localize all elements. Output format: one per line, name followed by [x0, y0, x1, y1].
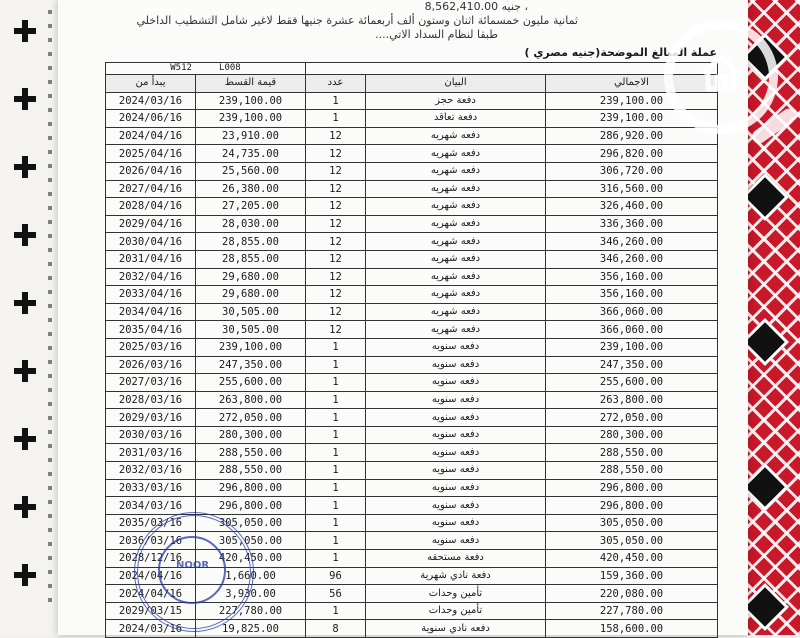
total-cell: 288,550.00 — [546, 444, 718, 462]
unit-code-right: L008 — [219, 63, 241, 73]
total-cell: 305,050.00 — [546, 532, 718, 550]
table-row — [106, 409, 718, 427]
cross-icon — [14, 428, 36, 450]
description-cell: دفعه شهريه — [366, 127, 546, 145]
table-row — [106, 321, 718, 339]
count-cell: 1 — [306, 356, 366, 374]
total-cell: 420,450.00 — [546, 550, 718, 568]
description-cell: دفعه سنويه — [366, 479, 546, 497]
start-date-cell: 2029/03/15 — [106, 602, 196, 620]
total-cell: 296,820.00 — [546, 145, 718, 163]
start-date-cell: 2024/06/16 — [106, 110, 196, 128]
description-cell: دفعه سنويه — [366, 532, 546, 550]
count-cell: 1 — [306, 374, 366, 392]
stitch-dots — [48, 10, 52, 610]
description-cell: دفعه سنويه — [366, 374, 546, 392]
start-date-cell: 2024/03/16 — [106, 620, 196, 638]
table-row — [106, 444, 718, 462]
installment-value-cell: 25,560.00 — [196, 162, 306, 180]
installment-value-cell: 280,300.00 — [196, 426, 306, 444]
start-date-cell: 2030/03/16 — [106, 426, 196, 444]
description-cell: دفعه شهريه — [366, 321, 546, 339]
installment-value-cell: 288,550.00 — [196, 462, 306, 480]
start-date-cell: 2030/04/16 — [106, 233, 196, 251]
total-cell: 247,350.00 — [546, 356, 718, 374]
count-cell: 12 — [306, 127, 366, 145]
stamp-text: NOOR — [176, 560, 210, 571]
currency-note: عملة المبالغ الموضحة(جنيه مصري ) — [524, 46, 717, 59]
start-date-cell: 2029/04/16 — [106, 215, 196, 233]
table-row — [106, 391, 718, 409]
total-cell: 272,050.00 — [546, 409, 718, 427]
total-cell: 346,260.00 — [546, 233, 718, 251]
cross-icon — [14, 20, 36, 42]
count-cell: 96 — [306, 567, 366, 585]
cross-icon — [14, 88, 36, 110]
start-date-cell: 2031/04/16 — [106, 250, 196, 268]
installment-value-cell: 305,050.00 — [196, 532, 306, 550]
count-cell: 1 — [306, 92, 366, 110]
total-cell: 255,600.00 — [546, 374, 718, 392]
table-row — [106, 233, 718, 251]
description-cell: دفعه شهريه — [366, 268, 546, 286]
total-cell: 366,060.00 — [546, 303, 718, 321]
installment-value-cell: 30,505.00 — [196, 321, 306, 339]
installment-value-cell: 305,050.00 — [196, 514, 306, 532]
start-date-cell: 2035/03/16 — [106, 514, 196, 532]
amount-in-words: ثمانية مليون خمسمائة اثنان وستون ألف أربعمائة عشرة جنيها فقط لاغير شامل التشطيب الداخلي — [136, 14, 578, 27]
cross-icon — [14, 360, 36, 382]
installment-value-cell: 29,680.00 — [196, 268, 306, 286]
col-total: الاجمالي — [546, 75, 718, 93]
total-cell: 346,260.00 — [546, 250, 718, 268]
total-cell: 316,560.00 — [546, 180, 718, 198]
house-icon — [699, 53, 743, 93]
description-cell: دفعة نادي شهرية — [366, 567, 546, 585]
total-cell: 306,720.00 — [546, 162, 718, 180]
installment-value-cell: 239,100.00 — [196, 110, 306, 128]
total-cell: 326,460.00 — [546, 198, 718, 216]
description-cell: دفعه سنويه — [366, 356, 546, 374]
count-cell: 12 — [306, 180, 366, 198]
installment-value-cell: 247,350.00 — [196, 356, 306, 374]
count-cell: 1 — [306, 391, 366, 409]
start-date-cell: 2024/04/16 — [106, 127, 196, 145]
installment-value-cell: 296,800.00 — [196, 479, 306, 497]
start-date-cell: 2024/04/16 — [106, 585, 196, 603]
count-cell: 12 — [306, 215, 366, 233]
total-amount-line: 8,562,410.00 جنيه ، — [424, 0, 528, 13]
home-search-icon — [664, 20, 778, 134]
installment-value-cell: 420,450.00 — [196, 550, 306, 568]
start-date-cell: 2034/04/16 — [106, 303, 196, 321]
description-cell: دفعه شهريه — [366, 215, 546, 233]
table-row — [106, 92, 718, 110]
description-cell: دفعه سنويه — [366, 426, 546, 444]
total-cell: 239,100.00 — [546, 92, 718, 110]
installment-value-cell: 23,910.00 — [196, 127, 306, 145]
total-cell: 159,360.00 — [546, 567, 718, 585]
start-date-cell: 2025/04/16 — [106, 145, 196, 163]
total-cell: 220,080.00 — [546, 585, 718, 603]
description-cell: دفعه شهريه — [366, 162, 546, 180]
total-cell: 356,160.00 — [546, 268, 718, 286]
table-row — [106, 374, 718, 392]
table-row — [106, 286, 718, 304]
start-date-cell: 2031/03/16 — [106, 444, 196, 462]
total-cell: 286,920.00 — [546, 127, 718, 145]
installment-value-cell: 296,800.00 — [196, 497, 306, 515]
total-cell: 263,800.00 — [546, 391, 718, 409]
start-date-cell: 2026/03/16 — [106, 356, 196, 374]
installment-value-cell: 27,205.00 — [196, 198, 306, 216]
table-row — [106, 356, 718, 374]
embroidery-motif — [741, 463, 789, 511]
document-paper — [58, 0, 748, 635]
count-cell: 1 — [306, 409, 366, 427]
table-row — [106, 479, 718, 497]
start-date-cell: 2028/12/16 — [106, 550, 196, 568]
count-cell: 1 — [306, 602, 366, 620]
count-cell: 8 — [306, 620, 366, 638]
count-cell: 12 — [306, 321, 366, 339]
installment-value-cell: 255,600.00 — [196, 374, 306, 392]
start-date-cell: 2026/04/16 — [106, 162, 196, 180]
table-row — [106, 250, 718, 268]
table-row — [106, 215, 718, 233]
description-cell: دفعه شهريه — [366, 250, 546, 268]
count-cell: 1 — [306, 462, 366, 480]
total-cell: 296,800.00 — [546, 479, 718, 497]
count-cell: 1 — [306, 426, 366, 444]
cross-icon — [14, 156, 36, 178]
count-cell: 12 — [306, 233, 366, 251]
count-cell: 12 — [306, 162, 366, 180]
installment-value-cell: 227,780.00 — [196, 602, 306, 620]
total-cell: 356,160.00 — [546, 286, 718, 304]
col-count: عدد — [306, 75, 366, 93]
payment-system-note: طبقا لنظام السداد الاتي.... — [375, 28, 498, 41]
description-cell: دفعه سنويه — [366, 514, 546, 532]
installment-value-cell: 24,735.00 — [196, 145, 306, 163]
start-date-cell: 2033/03/16 — [106, 479, 196, 497]
table-header-row — [106, 75, 718, 93]
start-date-cell: 2028/04/16 — [106, 198, 196, 216]
description-cell: دفعه شهريه — [366, 303, 546, 321]
installment-value-cell: 272,050.00 — [196, 409, 306, 427]
description-cell: تأمين وحدات — [366, 585, 546, 603]
table-row — [106, 462, 718, 480]
count-cell: 12 — [306, 303, 366, 321]
start-date-cell: 2027/04/16 — [106, 180, 196, 198]
total-cell: 336,360.00 — [546, 215, 718, 233]
total-cell: 288,550.00 — [546, 462, 718, 480]
count-cell: 1 — [306, 497, 366, 515]
table-row — [106, 303, 718, 321]
count-cell: 1 — [306, 514, 366, 532]
installment-value-cell: 239,100.00 — [196, 92, 306, 110]
unit-code-row — [106, 63, 718, 75]
total-cell: 366,060.00 — [546, 321, 718, 339]
col-start-from: يبدأ من — [106, 75, 196, 93]
installment-value-cell: 29,680.00 — [196, 286, 306, 304]
table-row — [106, 198, 718, 216]
total-cell: 296,800.00 — [546, 497, 718, 515]
table-row — [106, 162, 718, 180]
description-cell: دفعه سنويه — [366, 462, 546, 480]
table-row — [106, 338, 718, 356]
installment-value-cell: 263,800.00 — [196, 391, 306, 409]
col-installment-value: قيمة القسط — [196, 75, 306, 93]
total-cell: 280,300.00 — [546, 426, 718, 444]
total-cell: 158,600.00 — [546, 620, 718, 638]
count-cell: 12 — [306, 286, 366, 304]
count-cell: 1 — [306, 550, 366, 568]
count-cell: 1 — [306, 444, 366, 462]
start-date-cell: 2032/04/16 — [106, 268, 196, 286]
unit-code-left: W512 — [170, 63, 192, 73]
count-cell: 56 — [306, 585, 366, 603]
description-cell: دفعه شهريه — [366, 145, 546, 163]
total-cell: 227,780.00 — [546, 602, 718, 620]
description-cell: دفعه شهريه — [366, 286, 546, 304]
installment-value-cell: 28,855.00 — [196, 250, 306, 268]
installment-value-cell: 239,100.00 — [196, 338, 306, 356]
count-cell: 1 — [306, 110, 366, 128]
description-cell: تأمين وحدات — [366, 602, 546, 620]
start-date-cell: 2035/04/16 — [106, 321, 196, 339]
count-cell: 12 — [306, 268, 366, 286]
installment-value-cell: 3,930.00 — [196, 585, 306, 603]
description-cell: دفعه سنويه — [366, 338, 546, 356]
total-cell: 239,100.00 — [546, 338, 718, 356]
installment-value-cell: 288,550.00 — [196, 444, 306, 462]
start-date-cell: 2024/03/16 — [106, 92, 196, 110]
installment-value-cell: 26,380.00 — [196, 180, 306, 198]
description-cell: دفعه شهريه — [366, 198, 546, 216]
description-cell: دفعة مستحقه — [366, 550, 546, 568]
description-cell: دفعة حجز — [366, 92, 546, 110]
installment-value-cell: 28,030.00 — [196, 215, 306, 233]
start-date-cell: 2024/04/16 — [106, 567, 196, 585]
embroidery-motif — [741, 583, 789, 631]
start-date-cell: 2025/03/16 — [106, 338, 196, 356]
table-row — [106, 268, 718, 286]
cross-icon — [14, 292, 36, 314]
total-cell: 305,050.00 — [546, 514, 718, 532]
description-cell: دفعه سنويه — [366, 444, 546, 462]
table-row — [106, 180, 718, 198]
description-cell: دفعة تعاقد — [366, 110, 546, 128]
cross-icon — [14, 224, 36, 246]
start-date-cell: 2034/03/16 — [106, 497, 196, 515]
description-cell: دفعه نادي سنوية — [366, 620, 546, 638]
description-cell: دفعه شهريه — [366, 233, 546, 251]
embroidery-motif — [741, 173, 789, 221]
count-cell: 12 — [306, 145, 366, 163]
col-description: البيان — [366, 75, 546, 93]
start-date-cell: 2028/03/16 — [106, 391, 196, 409]
description-cell: دفعه سنويه — [366, 497, 546, 515]
description-cell: دفعه سنويه — [366, 391, 546, 409]
start-date-cell: 2027/03/16 — [106, 374, 196, 392]
cross-icon — [14, 564, 36, 586]
installment-value-cell: 30,505.00 — [196, 303, 306, 321]
company-stamp — [134, 512, 254, 632]
start-date-cell: 2036/03/16 — [106, 532, 196, 550]
description-cell: دفعه سنويه — [366, 409, 546, 427]
count-cell: 1 — [306, 338, 366, 356]
start-date-cell: 2029/03/16 — [106, 409, 196, 427]
count-cell: 12 — [306, 250, 366, 268]
start-date-cell: 2032/03/16 — [106, 462, 196, 480]
installment-value-cell: 28,855.00 — [196, 233, 306, 251]
description-cell: دفعه شهريه — [366, 180, 546, 198]
table-row — [106, 426, 718, 444]
count-cell: 12 — [306, 198, 366, 216]
cross-icon — [14, 496, 36, 518]
installment-value-cell: 1,660.00 — [196, 567, 306, 585]
count-cell: 1 — [306, 479, 366, 497]
table-row — [106, 110, 718, 128]
count-cell: 1 — [306, 532, 366, 550]
table-row — [106, 127, 718, 145]
embroidery-motif — [741, 318, 789, 366]
start-date-cell: 2033/04/16 — [106, 286, 196, 304]
total-cell: 239,100.00 — [546, 110, 718, 128]
installment-value-cell: 19,825.00 — [196, 620, 306, 638]
table-row — [106, 145, 718, 163]
